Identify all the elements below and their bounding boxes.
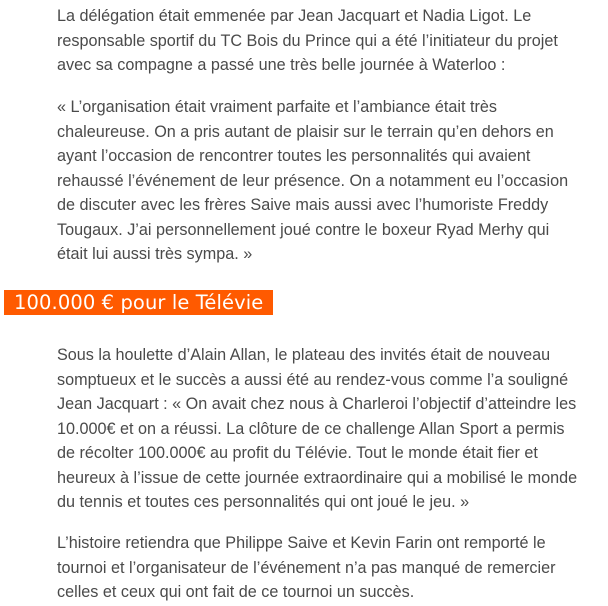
closing-paragraph [57,531,608,605]
text-line: chaleureuse. On a pris autant de plaisir sur le terrain qu’en dehors en [57,122,554,141]
text-line: 10.000€ et on a réussi. La clôture de ce challenge Allan Sport a permis [57,419,565,438]
text-line: Tougaux. J’ai personnellement joué contre le boxeur Ryad Merhy qui [57,220,550,239]
text-line: celles et ceux qui ont fait de ce tournoi un succès. [57,583,415,601]
text-line: ayant l’occasion de rencontrer toutes les personnalités qui avaient [57,147,531,165]
text-line: tournoi et l’organisateur de l’événement n’a pas manqué de remercier [57,558,556,577]
text-line: du tennis et toutes ces personnalités qui ont joué le jeu. » [57,493,470,511]
text-line: La délégation était emmenée par Jean Jacquart et Nadia Ligot. Le [57,7,532,25]
text-line: L’histoire retiendra que Philippe Saive et Kevin Farin ont remporté le [57,534,546,552]
text-line: avec sa compagne a passé une très belle journée à Waterloo : [57,56,506,74]
text-line: heureux à l’issue de cette journée extraordinaire qui a mobilisé le monde [57,468,578,487]
text-line: Sous la houlette d’Alain Allan, le plateau des invités était de nouveau [57,346,551,364]
text-line: somptueux et le succès a aussi été au rendez-vous comme l’a souligné [57,370,569,389]
text-line: Jean Jacquart : « On avait chez nous à Charleroi l’objectif d’atteindre les [57,395,577,413]
section-heading: 100.000 € pour le Télévie [4,290,273,315]
text-line: « L’organisation était vraiment parfaite et l’ambiance était très [57,98,498,116]
text-line: était lui aussi très sympa. » [57,245,253,263]
body-paragraph [57,343,608,515]
text-line: de discuter avec les frères Saive mais aussi avec l’humoriste Freddy [57,196,549,214]
text-line: responsable sportif du TC Bois du Prince qui a été l’initiateur du projet [57,31,558,50]
text-line: rehaussé l’événement de leur présence. On a notamment eu l’occasion [57,171,569,190]
text-line: de récolter 100.000€ au profit du Télévie. Tout le monde était fier et [57,444,538,462]
quote-paragraph [57,95,608,267]
intro-paragraph [57,4,608,78]
